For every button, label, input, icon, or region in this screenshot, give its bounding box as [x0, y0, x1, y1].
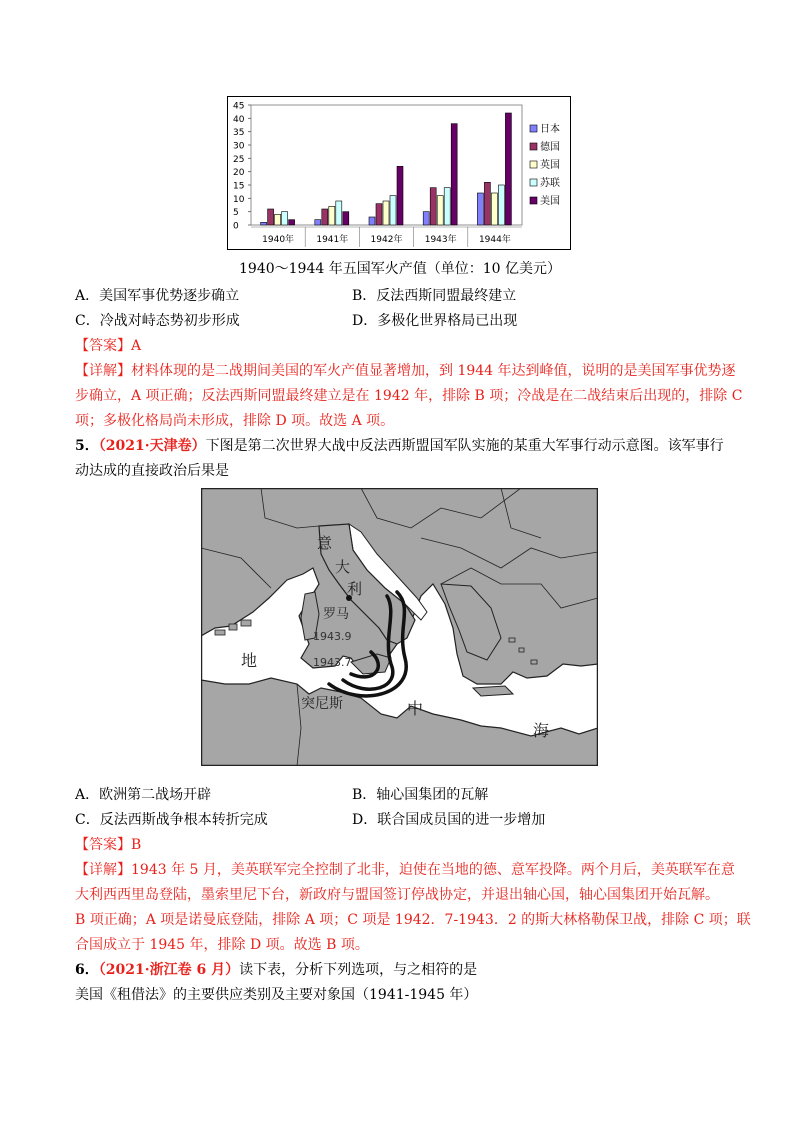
legend-swatch-英国 [530, 161, 537, 168]
bar-英国-1942年 [383, 201, 389, 225]
y-tick-label: 5 [233, 208, 239, 219]
legend-label-美国: 美国 [540, 196, 560, 207]
x-tick-label: 1940年 [262, 235, 295, 245]
y-tick-label: 15 [233, 181, 245, 192]
map-label-date-1: 1943.9 [313, 630, 352, 643]
x-tick-label: 1944年 [478, 235, 511, 245]
q5-option-d: D．联合国成员国的进一步增加 [352, 812, 546, 828]
map-label-sea-1: 地 [241, 651, 258, 670]
q4-detail-line-1: 【详解】材料体现的是二战期间美国的军火产值显著增加，到 1944 年达到峰值，说明的是美国军事优势逐 [75, 363, 736, 379]
q5-stem-line-2: 动达成的直接政治后果是 [75, 463, 229, 479]
chart-caption: 1940～1944 年五国军火产值（单位：10 亿美元） [239, 261, 561, 277]
bar-英国-1940年 [275, 214, 281, 225]
y-tick-label: 0 [233, 221, 239, 232]
legend-swatch-美国 [530, 197, 537, 204]
q4-detail-line-2: 步确立，A 项正确；反法西斯同盟最终建立是在 1942 年，排除 B 项；冷战是在二战结束后出现的，排除 C [75, 388, 743, 404]
mediterranean-map [201, 488, 598, 766]
map-label-sea-3: 海 [533, 721, 550, 740]
legend-swatch-苏联 [530, 179, 537, 186]
legend-label-日本: 日本 [540, 124, 560, 135]
bar-英国-1944年 [491, 193, 497, 225]
map-label-date-2: 1943.7 [313, 656, 352, 669]
chart-svg [227, 96, 571, 250]
y-tick-label: 10 [233, 194, 245, 205]
q4-option-c: C．冷战对峙态势初步形成 [75, 313, 240, 329]
bar-日本-1942年 [369, 217, 375, 225]
q5-option-c: C．反法西斯战争根本转折完成 [75, 812, 268, 828]
map-label-sea-2: 中 [407, 699, 424, 718]
q5-stem-line-1: 5．（2021·天津卷）下图是第二次世界大战中反法西斯盟国军队实施的某重大军事行动示意图。该军事行 [75, 438, 724, 454]
bar-美国-1941年 [343, 212, 349, 225]
bar-苏联-1943年 [444, 188, 450, 225]
q6-table-title: 美国《租借法》的主要供应类别及主要对象国（1941-1945 年） [75, 987, 478, 1003]
q5-option-a: A．欧洲第二战场开辟 [75, 787, 212, 803]
bar-日本-1940年 [261, 222, 267, 225]
map-label-italy-1: 意 [317, 534, 333, 552]
map-label-tunis: 突尼斯 [301, 696, 343, 712]
y-tick-label: 30 [233, 141, 245, 152]
y-tick-label: 45 [233, 101, 245, 112]
q4-option-b: B．反法西斯同盟最终建立 [352, 288, 517, 304]
q5-answer: 【答案】B [75, 837, 142, 853]
map-label-italy-2: 大 [335, 558, 351, 576]
x-tick-label: 1941年 [316, 235, 349, 245]
bar-英国-1941年 [329, 206, 335, 225]
q4-option-d: D．多极化世界格局已出现 [352, 313, 518, 329]
bar-德国-1942年 [376, 204, 382, 225]
bar-日本-1944年 [477, 193, 483, 225]
q5-option-b: B．轴心国集团的瓦解 [352, 787, 489, 803]
bar-苏联-1944年 [498, 185, 504, 225]
q4-detail-line-3: 项；多极化格局尚未形成，排除 D 项。故选 A 项。 [75, 413, 395, 429]
q5-detail-line-2: 大利西西里岛登陆，墨索里尼下台，新政府与盟国签订停战协定，并退出轴心国，轴心国集团开始瓦解。 [75, 887, 719, 903]
map-label-rome: 罗马 [323, 607, 350, 622]
y-tick-label: 25 [233, 154, 245, 165]
legend-swatch-德国 [530, 143, 537, 150]
bar-德国-1941年 [322, 209, 328, 225]
legend-label-苏联: 苏联 [540, 178, 560, 189]
bar-德国-1943年 [430, 188, 436, 225]
q5-detail-line-1: 【详解】1943 年 5 月，美英联军完全控制了北非，迫使在当地的德、意军投降。两个月后，美英联军在意 [75, 862, 735, 878]
q4-answer: 【答案】A [75, 338, 142, 354]
legend-swatch-日本 [530, 125, 537, 132]
q5-detail-line-4: 合国成立于 1945 年，排除 D 项。故选 B 项。 [75, 937, 369, 953]
bar-英国-1943年 [437, 196, 443, 225]
q4-option-a: A．美国军事优势逐步确立 [75, 288, 240, 304]
legend-label-英国: 英国 [540, 160, 560, 171]
map-crete [473, 686, 513, 696]
bar-德国-1940年 [268, 209, 274, 225]
y-tick-label: 35 [233, 128, 245, 139]
y-tick-label: 20 [233, 168, 245, 179]
bar-苏联-1942年 [390, 196, 396, 225]
map-svg [201, 488, 598, 766]
bar-苏联-1940年 [282, 212, 288, 225]
bar-日本-1943年 [423, 212, 429, 225]
bar-美国-1944年 [505, 113, 511, 225]
map-label-italy-3: 利 [347, 580, 363, 598]
q6-stem: 6．（2021·浙江卷 6 月）读下表，分析下列选项，与之相符的是 [75, 962, 478, 978]
x-tick-label: 1942年 [370, 235, 403, 245]
q5-detail-line-3: B 项正确；A 项是诺曼底登陆，排除 A 项；C 项是 1942．7-1943．2 的斯大林格勒保卫战，排除 C 项；联 [75, 912, 751, 928]
x-tick-label: 1943年 [424, 235, 457, 245]
bar-美国-1940年 [289, 220, 295, 225]
bar-日本-1941年 [315, 220, 321, 225]
bar-苏联-1941年 [336, 201, 342, 225]
y-tick-label: 40 [233, 114, 245, 125]
bar-美国-1943年 [451, 124, 457, 225]
bar-美国-1942年 [397, 166, 403, 225]
bar-德国-1944年 [484, 182, 490, 225]
legend-label-德国: 德国 [540, 142, 560, 153]
military-production-chart [227, 96, 571, 250]
